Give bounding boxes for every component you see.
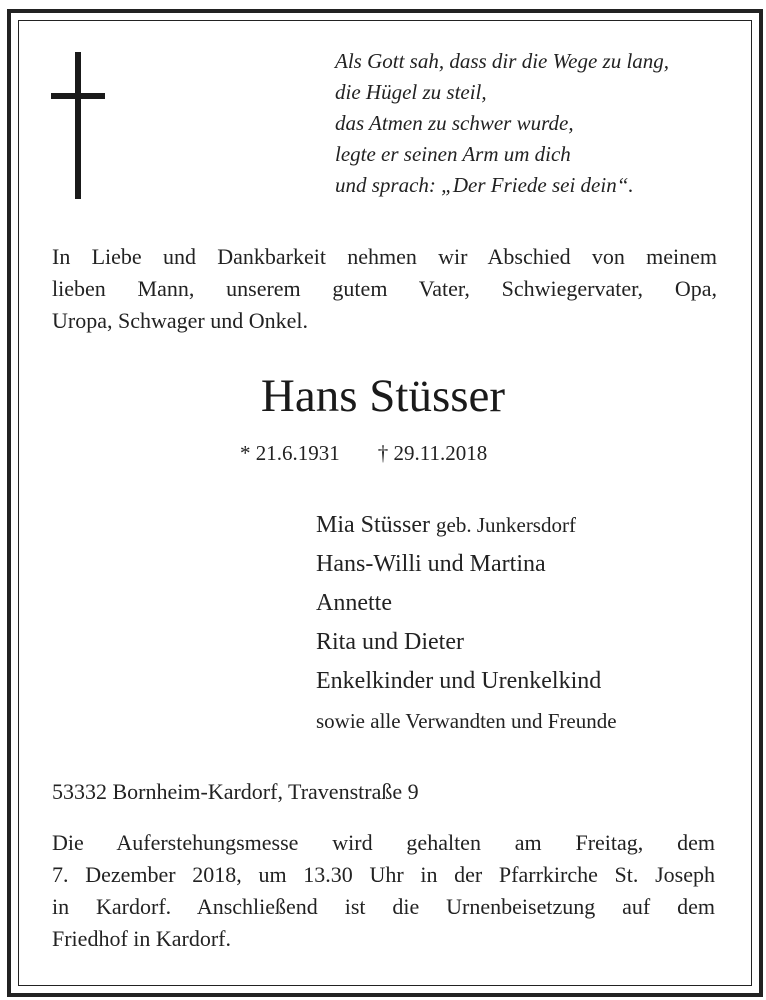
family-member <box>316 506 617 545</box>
poem <box>335 46 669 201</box>
intro-line: In Liebe und Dankbarkeit nehmen wir Abschied von meinem <box>52 244 717 269</box>
death-date: † 29.11.2018 <box>377 441 488 465</box>
address: 53332 Bornheim-Kardorf, Travenstraße 9 <box>52 779 419 804</box>
family-list <box>316 506 617 739</box>
service-line: Friedhof in Kardorf. <box>52 926 232 951</box>
birth-date: * 21.6.1931 <box>240 441 340 465</box>
service-line: 7. Dezember 2018, um 13.30 Uhr in der Pfarrkirche St. Joseph <box>52 862 715 887</box>
intro-line: lieben Mann, unserem gutem Vater, Schwiegervater, Opa, <box>52 276 717 301</box>
family-member: Enkelkinder und Urenkelkind <box>316 668 602 694</box>
intro-text <box>52 241 717 337</box>
family-member: Hans-Willi und Martina <box>316 551 546 577</box>
deceased-name: Hans Stüsser <box>260 370 506 422</box>
poem-line: das Atmen zu schwer wurde, <box>335 111 574 135</box>
life-dates <box>240 438 487 468</box>
family-member-name: Mia Stüsser <box>316 512 430 538</box>
family-member: Rita und Dieter <box>316 629 464 655</box>
poem-line: Als Gott sah, dass dir die Wege zu lang, <box>335 49 670 73</box>
intro-line: Uropa, Schwager und Onkel. <box>52 308 308 333</box>
service-line: in Kardorf. Anschließend ist die Urnenbeisetzung auf dem <box>52 894 715 919</box>
family-member-note: geb. Junkersdorf <box>436 513 576 537</box>
family-closing: sowie alle Verwandten und Freunde <box>316 709 617 733</box>
service-line: Die Auferstehungsmesse wird gehalten am Freitag, dem <box>52 830 715 855</box>
poem-line: die Hügel zu steil, <box>335 80 487 104</box>
poem-line: und sprach: „Der Friede sei dein“. <box>335 173 634 197</box>
cross-horizontal-bar <box>51 93 105 99</box>
poem-line: legte er seinen Arm um dich <box>335 142 571 166</box>
cross-vertical-bar <box>75 52 81 199</box>
service-info <box>52 827 715 955</box>
family-member: Annette <box>316 590 392 616</box>
